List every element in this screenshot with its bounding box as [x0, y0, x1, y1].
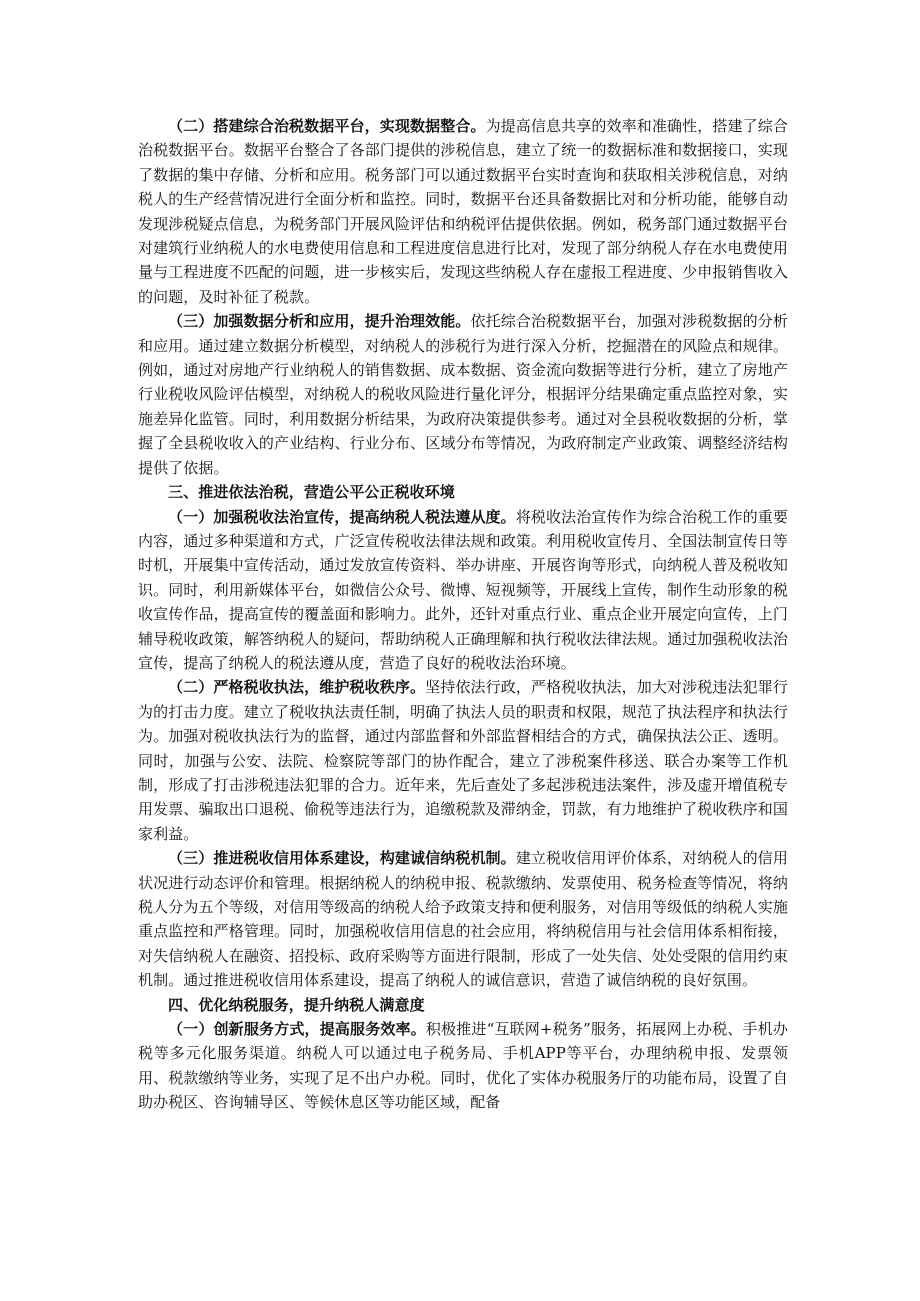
- paragraph-strict-enforcement: [138, 675, 788, 846]
- paragraph-service-innovation: [138, 1017, 788, 1115]
- paragraph-body: 积极推进“互联网+税务”服务，拓展网上办税、手机办税等多元化服务渠道。纳税人可以通过电子税务局、手机APP等平台，办理纳税申报、发票领用、税款缴纳等业务，实现了足不出户办税。同时，优化了实体办税服务厅的功能布局，设置了自助办税区、咨询辅导区、等候休息区等功能区域，配备: [138, 1020, 788, 1112]
- paragraph-legal-publicity: [138, 505, 788, 676]
- document-page: [138, 114, 788, 1115]
- paragraph-body: 建立税收信用评价体系，对纳税人的信用状况进行动态评价和管理。根据纳税人的纳税申报、税款缴纳、发票使用、税务检查等情况，将纳税人分为五个等级，对信用等级高的纳税人给予政策支持和便利服务，对信用等级低的纳税人实施重点监控和严格管理。同时，加强税收信用信息的社会应用，将纳税信用与社会信用体系相衔接，对失信纳税人在融资、招投标、政府采购等方面进行限制，形成了一处失信、处处受限的信用约束机制。通过推进税收信用体系建设，提高了纳税人的诚信意识，营造了诚信纳税的良好氛围。: [138, 849, 788, 990]
- paragraph-data-platform: [138, 114, 788, 309]
- paragraph-body: 为提高信息共享的效率和准确性，搭建了综合治税数据平台。数据平台整合了各部门提供的涉税信息，建立了统一的数据标准和数据接口，实现了数据的集中存储、分析和应用。税务部门可以通过数据平台实时查询和获取相关涉税信息，对纳税人的生产经营情况进行全面分析和监控。同时，数据平台还具备数据比对和分析功能，能够自动发现涉税疑点信息，为税务部门开展风险评估和纳税评估提供依据。例如，税务部门通过数据平台对建筑行业纳税人的水电费使用信息和工程进度信息进行比对，发现了部分纳税人存在水电费使用量与工程进度不匹配的问题，进一步核实后，发现这些纳税人存在虚报工程进度、少申报销售收入的问题，及时补征了税款。: [138, 117, 788, 306]
- paragraph-lead: （三）推进税收信用体系建设，构建诚信纳税机制。: [168, 849, 516, 868]
- paragraph-body: 依托综合治税数据平台，加强对涉税数据的分析和应用。通过建立数据分析模型，对纳税人的涉税行为进行深入分析，挖掘潜在的风险点和规律。例如，通过对房地产行业纳税人的销售数据、成本数据、资金流向数据等进行分析，建立了房地产行业税收风险评估模型，对纳税人的税收风险进行量化评分，根据评分结果确定重点监控对象，实施差异化监管。同时，利用数据分析结果，为政府决策提供参考。通过对全县税收数据的分析，掌握了全县税收收入的产业结构、行业分布、区域分布等情况，为政府制定产业政策、调整经济结构提供了依据。: [138, 312, 788, 477]
- section-heading-tax-service: 四、优化纳税服务，提升纳税人满意度: [168, 995, 425, 1014]
- paragraph-body: 将税收法治宣传作为综合治税工作的重要内容，通过多种渠道和方式，广泛宣传税收法律法规和政策。利用税收宣传月、全国法制宣传日等时机，开展集中宣传活动，通过发放宣传资料、举办讲座、开展咨询等形式，向纳税人普及税收知识。同时，利用新媒体平台，如微信公众号、微博、短视频等，开展线上宣传，制作生动形象的税收宣传作品，提高宣传的覆盖面和影响力。此外，还针对重点行业、重点企业开展定向宣传，上门辅导税收政策，解答纳税人的疑问，帮助纳税人正确理解和执行税收法律法规。通过加强税收法治宣传，提高了纳税人的税法遵从度，营造了良好的税收法治环境。: [138, 507, 788, 672]
- paragraph-lead: （一）创新服务方式，提高服务效率。: [168, 1020, 426, 1039]
- paragraph-lead: （二）严格税收执法，维护税收秩序。: [168, 678, 426, 697]
- paragraph-lead: （一）加强税收法治宣传，提高纳税人税法遵从度。: [168, 507, 516, 526]
- paragraph-credit-system: [138, 846, 788, 992]
- section-heading-rule-of-law: 三、推进依法治税，营造公平公正税收环境: [168, 483, 455, 502]
- paragraph-data-analysis: [138, 309, 788, 480]
- paragraph-body: 坚持依法行政，严格税收执法，加大对涉税违法犯罪行为的打击力度。建立了税收执法责任制，明确了执法人员的职责和权限，规范了执法程序和执法行为。加强对税收执法行为的监督，通过内部监督和外部监督相结合的方式，确保执法公正、透明。同时，加强与公安、法院、检察院等部门的协作配合，建立了涉税案件移送、联合办案等工作机制，形成了打击涉税违法犯罪的合力。近年来，先后查处了多起涉税违法案件，涉及虚开增值税专用发票、骗取出口退税、偷税等违法行为，追缴税款及滞纳金，罚款，有力地维护了税收秩序和国家利益。: [138, 678, 789, 843]
- paragraph-lead: （三）加强数据分析和应用，提升治理效能。: [168, 312, 471, 331]
- paragraph-lead: （二）搭建综合治税数据平台，实现数据整合。: [168, 117, 486, 135]
